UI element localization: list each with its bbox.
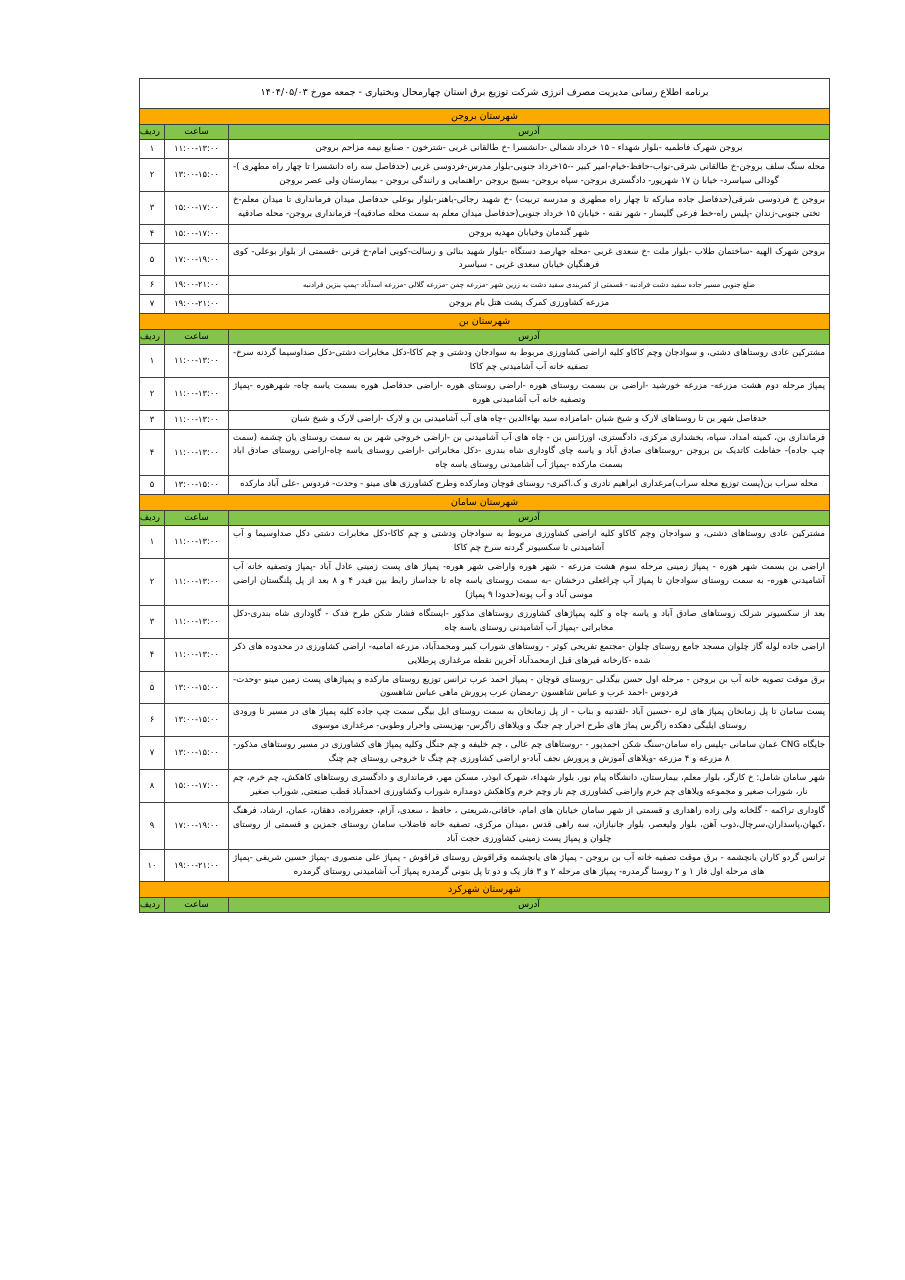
table-row	[139, 276, 829, 295]
outage-address: حدفاصل شهر بن تا روستاهای لارک و شیخ شبان -امامزاده سید بهاءالدین -چاه های آب آشامیدنی بن و لارک -اراضی لارک و شیخ شبان	[229, 410, 830, 429]
column-header-time: ساعت	[165, 329, 229, 344]
city-banner-row	[139, 495, 829, 511]
table-row	[139, 191, 829, 224]
outage-row-number: ۸	[139, 770, 164, 803]
column-header-time: ساعت	[165, 511, 229, 526]
column-header-address: آدرس	[229, 511, 830, 526]
table-row	[139, 344, 829, 377]
column-header-row: ردیف	[139, 125, 164, 140]
outage-address: مشترکین عادی روستاهای دشتی، و سوادجان وچم کاکاو کلیه اراضی کشاورزی مربوط به سوادجان ودشتی و چم کاکا-دکل مخابرات دشتی دکل صداوسیما و آب آشامیدنی تا سکسیونر گردنه سرخ چم کاکا	[229, 526, 830, 559]
column-header-row	[139, 125, 829, 140]
outage-row-number: ۵	[139, 671, 164, 704]
outage-address: بعد از سکسیونر شرلک روستاهای صادق آباد و یاسه چاه و کلیه پمپاژهای کشاورزی روستاهای مذکور -ایستگاه فشار شکن طرح فدک - گاوداری شاه بندری-دکل مخابراتی -پمپاژ آب آشامیدنی روستای یاسه چاه	[229, 605, 830, 638]
outage-time: ۱۱:۰۰-۱۳:۰۰	[165, 605, 229, 638]
table-row	[139, 140, 829, 159]
outage-time: ۱۹:۰۰-۲۱:۰۰	[165, 294, 229, 313]
outage-address: فرمانداری بن، کمیته امداد، سپاه، بخشداری مرکزی، دادگستری، اورژانس بن - چاه های آب آشامیدنی بن -اراضی خروجی شهر بن به سمت روستای یان چشمه (سمت چپ جاده)- حفاظت کاتدیک بن بروجن -روستاهای صادق آباد و یاسه چای گاوداری شاه بندری -دکل مخابراتی -اراضی روستای یاسه چاه-اراضی روستای صادق اباد بسمت مارکده -پمپاژ آب آشامیدنی روستای یاسه چاه	[229, 429, 830, 476]
outage-row-number: ۱	[139, 140, 164, 159]
table-body	[139, 79, 829, 913]
outage-address: برق موقت تصویه خانه آب بن بروجن - مرحله اول حسن بیگدلی -روستای قوچان - پمپاژ احمد عرب ترانس توزیع روستای مارکده و پمپاژهای پست زمین مینو -وحدت- فردوس -احمد عرب و عباس شاهسون -رمضان عرب پرورش ماهی عباس شاهسون	[229, 671, 830, 704]
outage-address: محله سنگ سلف بروجن-خ طالقانی شرقی-نواب-حافظ-خیام-امیر کبیر --۱۵خرداد جنوبی-بلوار مدرس-فردوسی غربی (حدفاصل سه راه دانشسرا تا چهار راه مطهری )-گودالی سیاسرد- خیابا ن ۱۷ شهریور- دادگستری بروجن- سپاه بروجن- بسیج بروجن -راهنمایی و رانندگی بروجن - بیمارستان ولی عصر بروجن	[229, 158, 830, 191]
column-header-row	[139, 898, 829, 913]
outage-time: ۱۹:۰۰-۲۱:۰۰	[165, 276, 229, 295]
outage-address: گاوداری تراکمه - گلخانه ولی زاده راهداری و قسمتی از شهر سامان خیابان های امام، خاقانی،شریعتی ، حافظ ، سعدی، آرام، جعفرزاده، دهقان، عمان، ارشاد، فرهنگ ،کیهان،پاسداران،سرچال،ذوب آهن، بلوار ولیعصر، بلوار جانبازان، سه راهی قدس ،میدان مرکزی، تصفیه خانه فاضلاب سامان روستای جمزین و قسمتی از روستای چلوان و پمپاژ پست زمینی کشاورزی حجت آباد	[229, 802, 830, 849]
outage-row-number: ۳	[139, 605, 164, 638]
outage-row-number: ۴	[139, 638, 164, 671]
outage-time: ۱۹:۰۰-۲۱:۰۰	[165, 849, 229, 882]
table-row	[139, 704, 829, 737]
outage-row-number: ۹	[139, 802, 164, 849]
table-row	[139, 559, 829, 606]
outage-row-number: ۱	[139, 526, 164, 559]
outage-time: ۱۱:۰۰-۱۳:۰۰	[165, 410, 229, 429]
outage-row-number: ۵	[139, 243, 164, 276]
table-row	[139, 671, 829, 704]
outage-address: اراضی بن بسمت شهر هوره - پمپاژ زمینی مرحله سوم هشت مزرعه - شهر هوره واراضی شهر هوره- پمپاژ های پست زمینی عادل آباد -پمپاژ وتصفیه خانه آب آشامیدنی هوره- به سمت روستای سوادجان تا پمپاژ آب چراغعلی درخشان -به سمت روستای یاسه چاه تا جداساز رابط بین فیدر ۴ و ۸ بعد از پل پلنگستان اراضی موسی آباد و آب پونه(حدودا ۹ پمپاژ)	[229, 559, 830, 606]
outage-row-number: ۳	[139, 191, 164, 224]
table-row	[139, 476, 829, 495]
city-banner-row	[139, 313, 829, 329]
column-header-address: آدرس	[229, 329, 830, 344]
outage-row-number: ۷	[139, 737, 164, 770]
outage-time: ۱۱:۰۰-۱۳:۰۰	[165, 377, 229, 410]
column-header-row: ردیف	[139, 511, 164, 526]
outage-address: ترانس گردو کاران یانچشمه - برق موقت تصفیه خانه آب بن بروجن - پمپاژ های یانچشمه وقراقوش روستای قراقوش - پمپاژ علی منصوری -پمپاژ حسین شریفی -پمپاژ های مرحله اول فاز ۱ و ۲ روستا گرمدره- پمپاژ های مرحله ۲ و ۳ فاز یک و دو تا پل بتونی گرمدره پمپاژ آب آشامیدنی روستای گرمدره	[229, 849, 830, 882]
outage-row-number: ۲	[139, 559, 164, 606]
outage-row-number: ۴	[139, 224, 164, 243]
outage-address: محله سراب بن(پست توزیع محله سراب)مرغداری ابراهیم نادری و ک.اکبری- روستای قوچان ومارکده وطرح کشاورزی های مینو - وحدت- فردوس -علی آباد مارکده	[229, 476, 830, 495]
table-row	[139, 158, 829, 191]
column-header-row	[139, 329, 829, 344]
outage-time: ۱۵:۰۰-۱۷:۰۰	[165, 191, 229, 224]
outage-time: ۱۱:۰۰-۱۳:۰۰	[165, 140, 229, 159]
outage-row-number: ۶	[139, 276, 164, 295]
table-row	[139, 737, 829, 770]
outage-time: ۱۳:۰۰-۱۵:۰۰	[165, 704, 229, 737]
table-row	[139, 849, 829, 882]
table-row	[139, 294, 829, 313]
outage-time: ۱۱:۰۰-۱۳:۰۰	[165, 429, 229, 476]
outage-time: ۱۷:۰۰-۱۹:۰۰	[165, 802, 229, 849]
table-row	[139, 605, 829, 638]
outage-time: ۱۳:۰۰-۱۵:۰۰	[165, 737, 229, 770]
outage-row-number: ۱	[139, 344, 164, 377]
outage-row-number: ۵	[139, 476, 164, 495]
column-header-row: ردیف	[139, 898, 164, 913]
table-row	[139, 410, 829, 429]
outage-time: ۱۱:۰۰-۱۳:۰۰	[165, 559, 229, 606]
outage-time: ۱۵:۰۰-۱۷:۰۰	[165, 770, 229, 803]
city-banner-row	[139, 109, 829, 125]
table-row	[139, 770, 829, 803]
outage-row-number: ۶	[139, 704, 164, 737]
outage-address: اراضی جاده لوله گاز چلوان مسجد جامع روستای چلوان -مجتمع تفریحی کوثر - روستاهای شوراب کبیر ومحمدآباد، مزرعه امامیه- اراضی کشاورزی در محدوده های ذکر شده -کارخانه قیرهای قبل ازمحمدآباد آخرین نقطه مرغداری پرطلایی	[229, 638, 830, 671]
outage-time: ۱۱:۰۰-۱۳:۰۰	[165, 638, 229, 671]
outage-time: ۱۷:۰۰-۱۹:۰۰	[165, 243, 229, 276]
column-header-time: ساعت	[165, 898, 229, 913]
outage-address: بروجن شهرک فاطمیه -بلوار شهداء - ۱۵ خرداد شمالی -دانشسرا -خ طالقانی غربی -شترخون - صنایع نیمه مزاحم بروجن	[229, 140, 830, 159]
column-header-row	[139, 511, 829, 526]
outage-address: پست سامان تا پل زمانخان پمپاژ های لره -حسین آباد -لقدنبه و بناب - از پل زمانخان به سمت روستای ایل بیگی سمت چپ جاده کلیه پمپاژ های در مسیر تا ورودی روستای ایلبگی دهکده زاگرس پماژ های طرح احرار چم جنگ و ویلاهای زاگرس- بهزیستی واحرار وطوبی- مرغداری موسوی	[229, 704, 830, 737]
outage-address: شهر سامان شامل: خ کارگر، بلوار معلم، بیمارستان، دانشگاه پیام نور، بلوار شهداء، شهرک ابوذر، مسکن مهر، فرمانداری و دادگستری روستاهای کاهکش، چم خرم، چم نار، شوراب صغیر و مجموعه ویلاهای چم خرم واراضی کشاورزی چم نار وچم خرم وکاهکش دومداره شوراب وکشاورزی احمدآباد قطب صنعتی, شوراب صغیر	[229, 770, 830, 803]
outage-time: ۱۳:۰۰-۱۵:۰۰	[165, 671, 229, 704]
outage-time: ۱۱:۰۰-۱۳:۰۰	[165, 526, 229, 559]
outage-address: مشترکین عادی روستاهای دشتی، و سوادجان وچم کاکاو کلیه اراضی کشاورزی مربوط به سوادجان ودشتی و چم کاکا-دکل مخابرات دشتی-دکل صداوسیما گردنه سرخ-تصفیه خانه آب آشامیدنی چم کاکا	[229, 344, 830, 377]
column-header-address: آدرس	[229, 898, 830, 913]
column-header-row: ردیف	[139, 329, 164, 344]
outage-row-number: ۴	[139, 429, 164, 476]
table-row	[139, 429, 829, 476]
outage-time: ۱۳:۰۰-۱۵:۰۰	[165, 158, 229, 191]
city-name: شهرستان بروجن	[139, 109, 829, 125]
outage-address: بروجن شهرک الهیه -ساختمان طلاب -بلوار ملت -خ سعدی غربی -محله جهارصد دستگاه -بلوار شهید بنائی و رسالت-کوبی امام-خ قرنی -قسمتی از بلوار بوعلی- کوی فرهنگیان خیابان سعدی غربی - سیاسرد	[229, 243, 830, 276]
outage-row-number: ۱۰	[139, 849, 164, 882]
outage-row-number: ۳	[139, 410, 164, 429]
outage-row-number: ۷	[139, 294, 164, 313]
table-row	[139, 224, 829, 243]
outage-address: پمپاژ مرحله دوم هشت مزرعه- مزرعه خورشید -اراضی بن بسمت روستای هوره -اراضی روستای هوره -اراضی حدفاصل هوره بسمت یاسه چاه- شهرهوره -پمپاژ وتصفیه خانه آب آشامیدنی هوره	[229, 377, 830, 410]
outage-address: ضلع جنوبی مسیر جاده سفید دشت فرادنبه - قسمتی از کمربندی سفید دشت به زرین شهر -مزرعه چمن -مزرعه گلالی -مزرعه اسدآباد -پمپ بنزین فرادنبه	[229, 276, 830, 295]
outage-address: شهر گندمان وخیابان مهدیه بروجن	[229, 224, 830, 243]
outage-row-number: ۲	[139, 377, 164, 410]
city-name: شهرستان شهرکرد	[139, 882, 829, 898]
column-header-address: آدرس	[229, 125, 830, 140]
outage-address: بروجن خ فردوسی شرقی(حدفاصل جاده مبارکه تا چهار راه مطهری و مدرسه تربیت) -خ شهید رجائی-باهنر-بلوار بوعلی حدفاصل میدان فرمانداری تا میدان معلم-خ تختی جنوبی-زندان -پلیس راه-خط فرعی گلیسار - شهر نقنه - خیابان ۱۵ خرداد جنوبی(حدفاصل میدان معلم به سمت محله صادقیه)- فرمانداری بروجن- محله صادقیه	[229, 191, 830, 224]
table-row	[139, 802, 829, 849]
outage-address: مزرعه کشاورزی کمرک پشت هتل بام بروجن	[229, 294, 830, 313]
column-header-time: ساعت	[165, 125, 229, 140]
outage-row-number: ۲	[139, 158, 164, 191]
document-title-row	[139, 79, 829, 109]
city-name: شهرستان سامان	[139, 495, 829, 511]
city-name: شهرستان بن	[139, 313, 829, 329]
page-title: برنامه اطلاع رسانی مدیریت مصرف انرژی شرکت توزیع برق استان چهارمحال وبختیاری - جمعه مورخ ۱۴۰۴/۰۵/۰۳	[139, 79, 829, 109]
table-row	[139, 526, 829, 559]
table-row	[139, 243, 829, 276]
outage-address: جایگاه CNG عمان سامانی -پلیس راه سامان-سنگ شکن احمدپور - -روستاهای چم عالی ، چم خلیفه و چم جنگل وکلیه پمپاژ های کشاورزی در مسیر روستاهای مذکور- ۸ مزرعه و ۴ مزرعه -ویلاهای آموزش و پرورش نجف آباد-و اراضی کشاورزی چم چنگ تا خروجی روستای چم چنگ	[229, 737, 830, 770]
outage-schedule-table	[139, 78, 830, 913]
outage-time: ۱۵:۰۰-۱۷:۰۰	[165, 224, 229, 243]
outage-sheet	[140, 78, 830, 913]
table-row	[139, 377, 829, 410]
table-row	[139, 638, 829, 671]
outage-time: ۱۱:۰۰-۱۳:۰۰	[165, 344, 229, 377]
outage-time: ۱۳:۰۰-۱۵:۰۰	[165, 476, 229, 495]
city-banner-row	[139, 882, 829, 898]
